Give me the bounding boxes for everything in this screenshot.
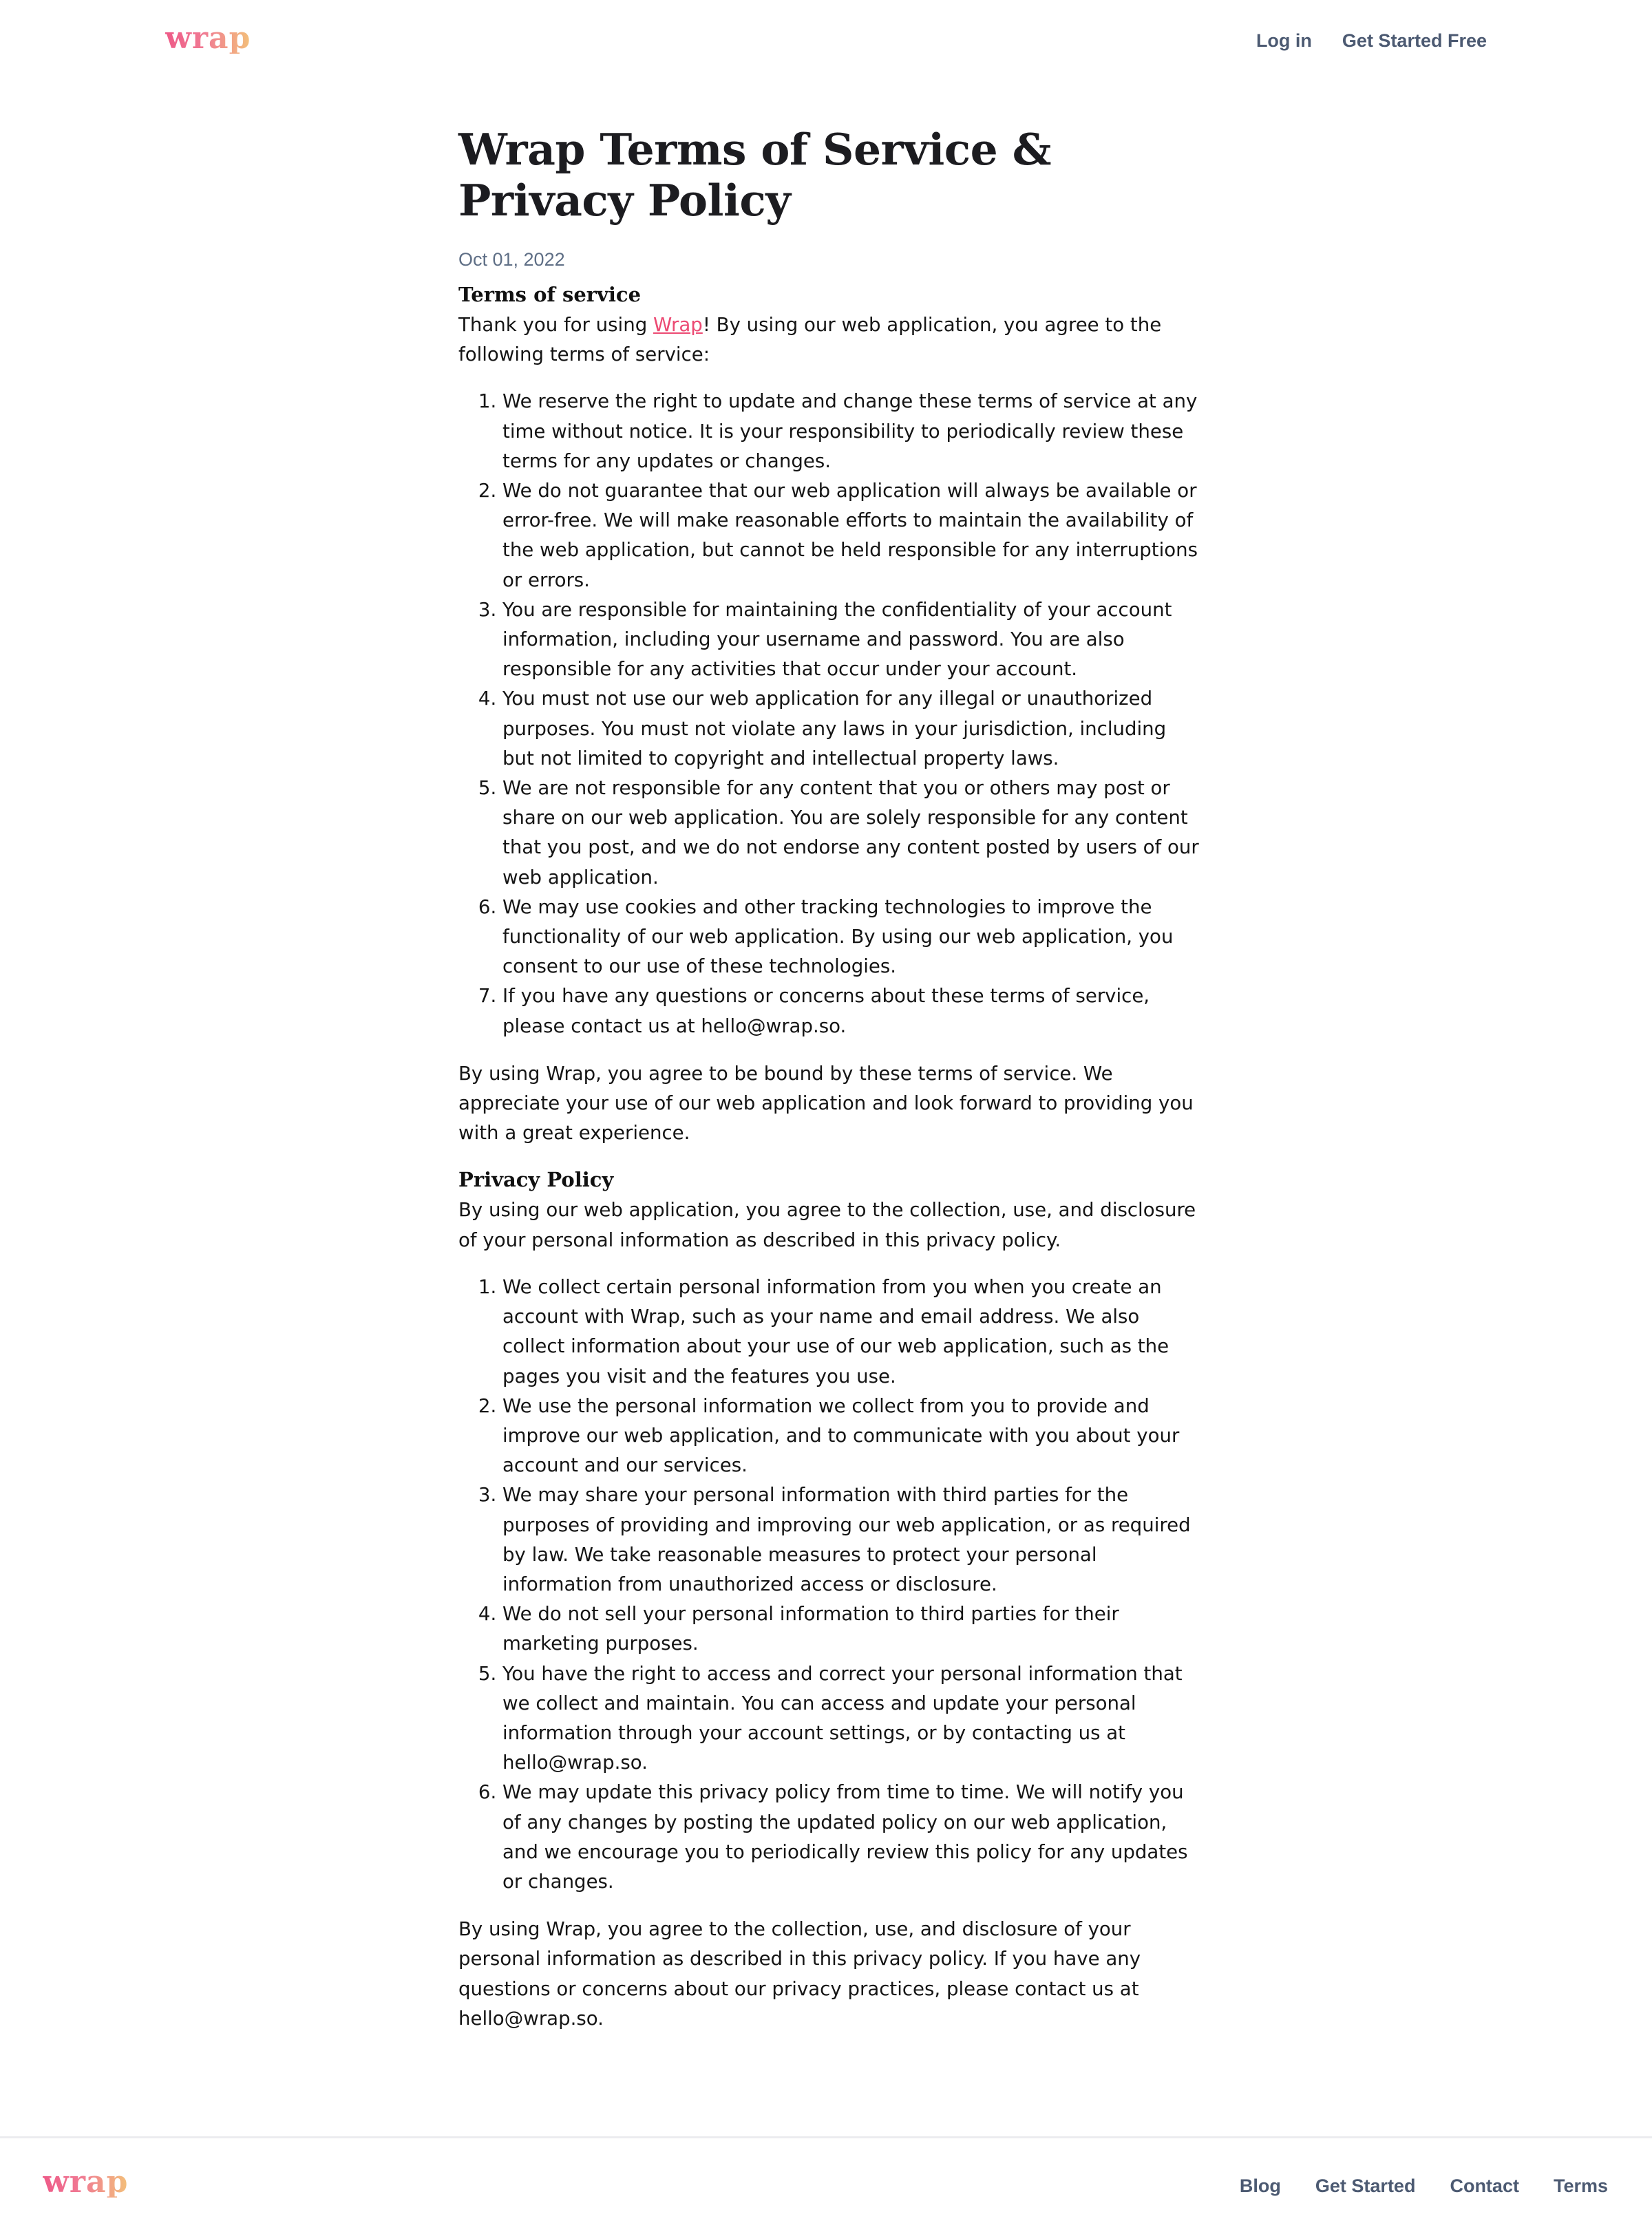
terms-heading: Terms of service [458,283,642,306]
privacy-intro: By using our web application, you agree to the collection, use, and disclosure of your personal information as described in this privacy policy. [458,1198,1196,1251]
list-item: 1. We reserve the right to update and change these terms of service at any time without notice. It is your responsibility to periodically review these terms for any updates or changes. [502,386,1203,476]
list-item: 3. We may share your personal information with third parties for the purposes of providing and improving our web application, or as required by law. We take reasonable measures to protect your personal information from unauthorized access or disclosure. [502,1480,1203,1599]
list-item: 1. We collect certain personal information from you when you create an account with Wrap, such as your name and email address. We also collect information about your use of our web application, such as the pages you visit and the features you use. [502,1272,1203,1391]
privacy-list [502,1272,1203,1896]
terms-closing: By using Wrap, you agree to be bound by these terms of service. We appreciate your use of our web application and look forward to providing you with a great experience. [458,1061,1194,1145]
blog-link[interactable]: Blog [1239,2176,1281,2196]
main-content [458,124,1203,2033]
get-started-free-link[interactable]: Get Started Free [1342,30,1487,51]
list-item: 2. We use the personal information we collect from you to provide and improve our web application, and to communicate with you about your account and our services. [502,1391,1203,1480]
page-title: Wrap Terms of Service & Privacy Policy [458,124,1052,226]
privacy-heading: Privacy Policy [458,1168,614,1192]
list-item: 4. You must not use our web application for any illegal or unauthorized purposes. You must not violate any laws in your jurisdiction, including but not limited to copyright and intellectual property laws. [502,683,1203,773]
header-logo[interactable]: wrap [165,21,251,56]
terms-intro: Thank you for using Wrap! By using our web application, you agree to the following terms of service: [458,313,1162,366]
list-item: 6. We may update this privacy policy from time to time. We will notify you of any changes by posting the updated policy on our web application, and we encourage you to periodically review this policy for any updates or changes. [502,1777,1203,1896]
login-link[interactable]: Log in [1256,30,1312,51]
get-started-link[interactable]: Get Started [1315,2176,1416,2196]
wrap-link[interactable]: Wrap [653,313,703,336]
terms-list [502,386,1203,1040]
list-item: 6. We may use cookies and other tracking technologies to improve the functionality of our web application. By using our web application, you consent to our use of these technologies. [502,892,1203,981]
terms-link[interactable]: Terms [1553,2176,1608,2196]
list-item: 5. You have the right to access and correct your personal information that we collect and maintain. You can access and update your personal information through your account settings, or by contacting us at hello@wrap.so. [502,1659,1203,1778]
privacy-closing: By using Wrap, you agree to the collection, use, and disclosure of your personal information as described in this privacy policy. If you have any questions or concerns about our privacy practices, please contact us at hello@wrap.so. [458,1917,1141,2030]
list-item: 4. We do not sell your personal information to third parties for their marketing purposes. [502,1599,1203,1658]
header-nav [1256,30,1487,52]
list-item: 3. You are responsible for maintaining the confidentiality of your account information, including your username and password. You are also responsible for any activities that occur under your account. [502,595,1203,684]
contact-link[interactable]: Contact [1450,2176,1519,2196]
publish-date: Oct 01, 2022 [458,249,565,270]
footer [0,2136,1652,2223]
list-item: 2. We do not guarantee that our web application will always be available or error-free. We will make reasonable efforts to maintain the availability of the web application, but cannot be held responsible for any interruptions or errors. [502,476,1203,595]
footer-nav [1240,2176,1608,2197]
footer-logo[interactable]: wrap [43,2164,129,2200]
list-item: 5. We are not responsible for any content that you or others may post or share on our web application. You are solely responsible for any content that you post, and we do not endorse any content posted by users of our web application. [502,773,1203,892]
list-item: 7. If you have any questions or concerns about these terms of service, please contact us at hello@wrap.so. [502,981,1203,1040]
